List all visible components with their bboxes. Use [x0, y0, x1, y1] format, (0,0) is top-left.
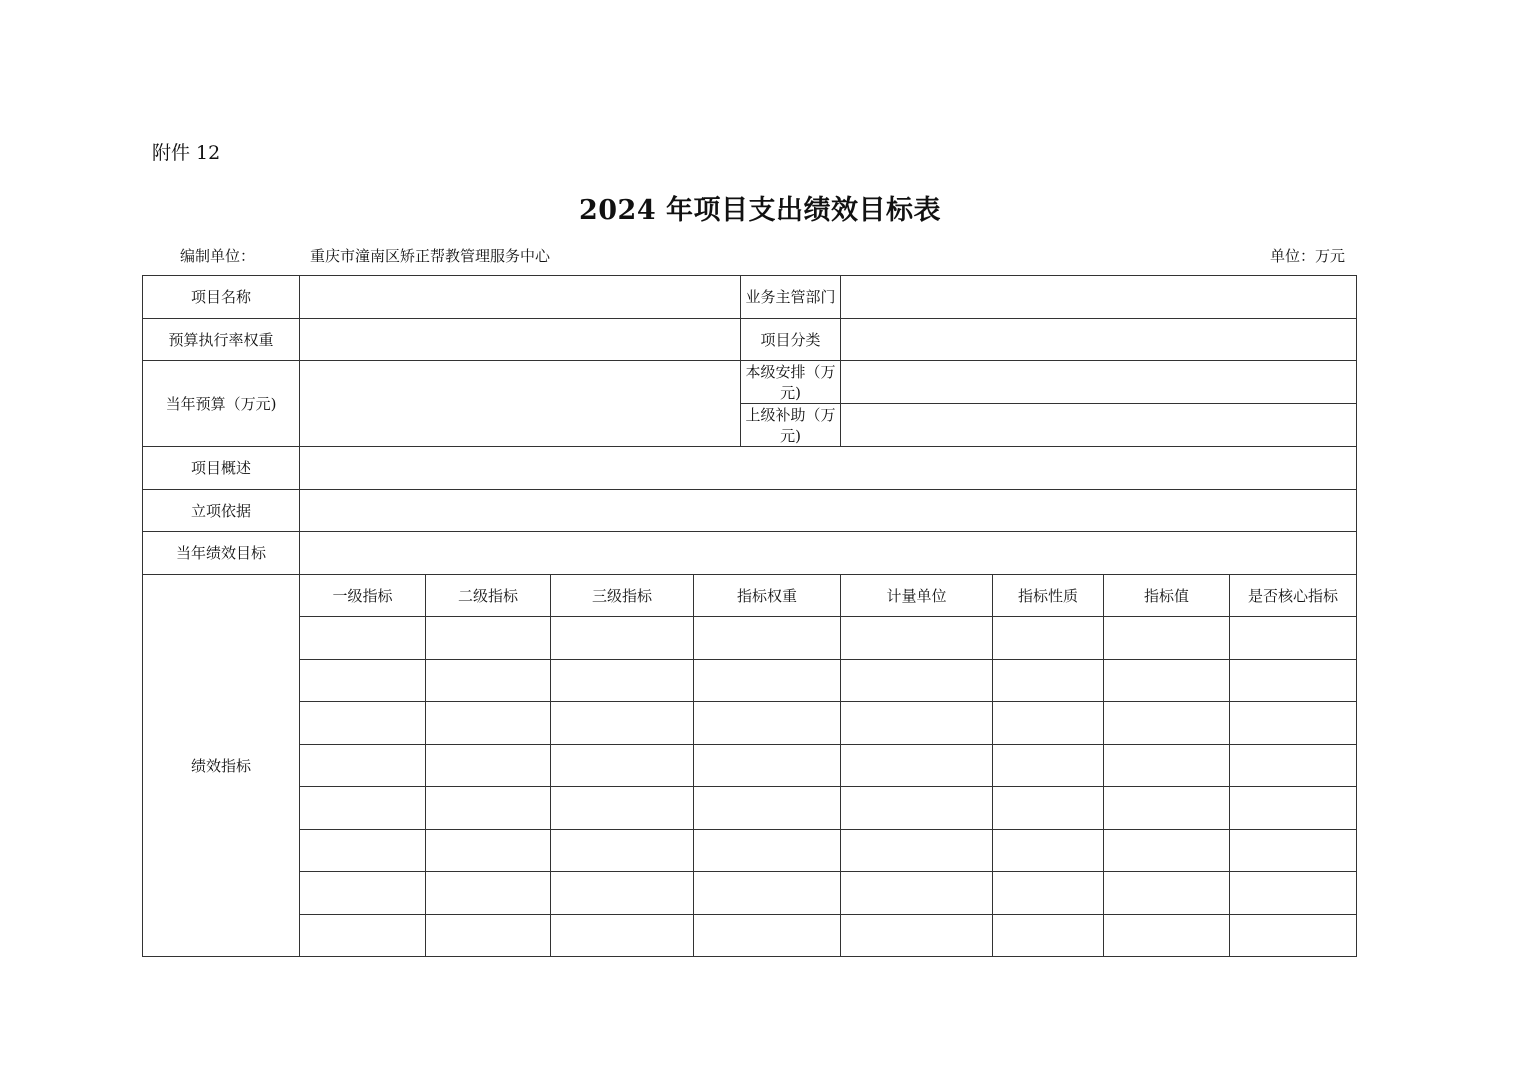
- local-label: 本级安排（万元): [741, 361, 841, 404]
- indicator-cell[interactable]: [694, 914, 841, 957]
- indicator-cell[interactable]: [1230, 659, 1357, 702]
- indicator-cell[interactable]: [1104, 787, 1230, 830]
- goal-label: 当年绩效目标: [143, 532, 300, 575]
- indicator-cell[interactable]: [694, 617, 841, 660]
- indicator-cell[interactable]: [993, 744, 1104, 787]
- indicator-cell[interactable]: [1230, 617, 1357, 660]
- indicator-header: 指标性质: [993, 574, 1104, 617]
- overview-label: 项目概述: [143, 447, 300, 490]
- indicator-cell[interactable]: [1230, 914, 1357, 957]
- indicator-row: [143, 744, 1357, 787]
- indicator-cell[interactable]: [993, 787, 1104, 830]
- indicator-cell[interactable]: [694, 702, 841, 745]
- indicator-header: 三级指标: [551, 574, 694, 617]
- indicator-cell[interactable]: [300, 659, 426, 702]
- indicator-cell[interactable]: [426, 744, 551, 787]
- indicator-cell[interactable]: [841, 914, 993, 957]
- page-title: 2024 年项目支出绩效目标表: [578, 195, 942, 226]
- indicator-cell[interactable]: [426, 702, 551, 745]
- indicator-header: 二级指标: [426, 574, 551, 617]
- indicator-cell[interactable]: [551, 659, 694, 702]
- indicator-cell[interactable]: [551, 829, 694, 872]
- indicator-cell[interactable]: [426, 659, 551, 702]
- indicator-cell[interactable]: [300, 914, 426, 957]
- indicator-row: [143, 787, 1357, 830]
- indicator-cell[interactable]: [841, 872, 993, 915]
- indicator-cell[interactable]: [993, 702, 1104, 745]
- indicator-cell[interactable]: [300, 617, 426, 660]
- indicator-cell[interactable]: [694, 872, 841, 915]
- project-name-label: 项目名称: [143, 276, 300, 319]
- budget-value[interactable]: [300, 361, 741, 447]
- indicator-cell[interactable]: [694, 744, 841, 787]
- indicator-cell[interactable]: [993, 617, 1104, 660]
- indicator-row: [143, 659, 1357, 702]
- indicator-row: [143, 872, 1357, 915]
- indicator-cell[interactable]: [426, 914, 551, 957]
- overview-value[interactable]: [300, 447, 1357, 490]
- indicator-cell[interactable]: [551, 617, 694, 660]
- category-label: 项目分类: [741, 318, 841, 361]
- indicator-cell[interactable]: [993, 659, 1104, 702]
- category-value[interactable]: [841, 318, 1357, 361]
- weight-value[interactable]: [300, 318, 741, 361]
- indicator-cell[interactable]: [993, 914, 1104, 957]
- org-label: 编制单位：: [180, 247, 256, 265]
- indicator-cell[interactable]: [841, 744, 993, 787]
- indicator-cell[interactable]: [426, 872, 551, 915]
- basis-label: 立项依据: [143, 489, 300, 532]
- indicator-cell[interactable]: [694, 787, 841, 830]
- subsidy-label: 上级补助（万元): [741, 404, 841, 447]
- indicator-cell[interactable]: [1104, 744, 1230, 787]
- indicator-cell[interactable]: [1104, 914, 1230, 957]
- indicator-cell[interactable]: [1104, 617, 1230, 660]
- indicator-cell[interactable]: [300, 829, 426, 872]
- indicator-cell[interactable]: [300, 702, 426, 745]
- local-value[interactable]: [841, 361, 1357, 404]
- indicator-row: [143, 617, 1357, 660]
- indicator-cell[interactable]: [1230, 829, 1357, 872]
- indicator-cell[interactable]: [1230, 702, 1357, 745]
- indicator-cell[interactable]: [426, 617, 551, 660]
- indicator-cell[interactable]: [551, 702, 694, 745]
- indicator-cell[interactable]: [300, 787, 426, 830]
- indicator-cell[interactable]: [694, 829, 841, 872]
- indicator-cell[interactable]: [993, 872, 1104, 915]
- budget-label: 当年预算（万元): [143, 361, 300, 447]
- indicator-cell[interactable]: [551, 787, 694, 830]
- indicator-cell[interactable]: [551, 914, 694, 957]
- subsidy-value[interactable]: [841, 404, 1357, 447]
- indicator-header: 是否核心指标: [1230, 574, 1357, 617]
- indicator-cell[interactable]: [841, 702, 993, 745]
- indicator-cell[interactable]: [551, 872, 694, 915]
- indicator-header: 指标权重: [694, 574, 841, 617]
- indicator-cell[interactable]: [841, 617, 993, 660]
- indicator-cell[interactable]: [1104, 872, 1230, 915]
- indicator-cell[interactable]: [841, 659, 993, 702]
- indicator-cell[interactable]: [1104, 829, 1230, 872]
- attachment-number: 附件 12: [152, 142, 221, 164]
- indicator-cell[interactable]: [300, 872, 426, 915]
- indicator-cell[interactable]: [1104, 659, 1230, 702]
- indicator-cell[interactable]: [841, 787, 993, 830]
- org-name: 重庆市潼南区矫正帮教管理服务中心: [310, 247, 551, 265]
- indicator-cell[interactable]: [993, 829, 1104, 872]
- weight-label: 预算执行率权重: [143, 318, 300, 361]
- indicator-header: 一级指标: [300, 574, 426, 617]
- indicator-cell[interactable]: [300, 744, 426, 787]
- indicators-label: 绩效指标: [143, 574, 300, 957]
- indicator-cell[interactable]: [841, 829, 993, 872]
- indicator-cell[interactable]: [1104, 702, 1230, 745]
- indicator-cell[interactable]: [426, 787, 551, 830]
- indicator-header: 计量单位: [841, 574, 993, 617]
- indicator-cell[interactable]: [694, 659, 841, 702]
- indicator-cell[interactable]: [1230, 872, 1357, 915]
- project-name-value[interactable]: [300, 276, 741, 319]
- indicator-header: 指标值: [1104, 574, 1230, 617]
- basis-value[interactable]: [300, 489, 1357, 532]
- indicator-row: [143, 702, 1357, 745]
- performance-target-table: [142, 275, 1357, 957]
- goal-value[interactable]: [300, 532, 1357, 575]
- indicator-row: [143, 914, 1357, 957]
- currency-unit: 单位：万元: [1269, 247, 1345, 265]
- indicator-cell[interactable]: [426, 829, 551, 872]
- dept-label: 业务主管部门: [741, 276, 841, 319]
- dept-value[interactable]: [841, 276, 1357, 319]
- indicator-row: [143, 829, 1357, 872]
- indicator-cell[interactable]: [1230, 744, 1357, 787]
- indicator-cell[interactable]: [551, 744, 694, 787]
- indicator-cell[interactable]: [1230, 787, 1357, 830]
